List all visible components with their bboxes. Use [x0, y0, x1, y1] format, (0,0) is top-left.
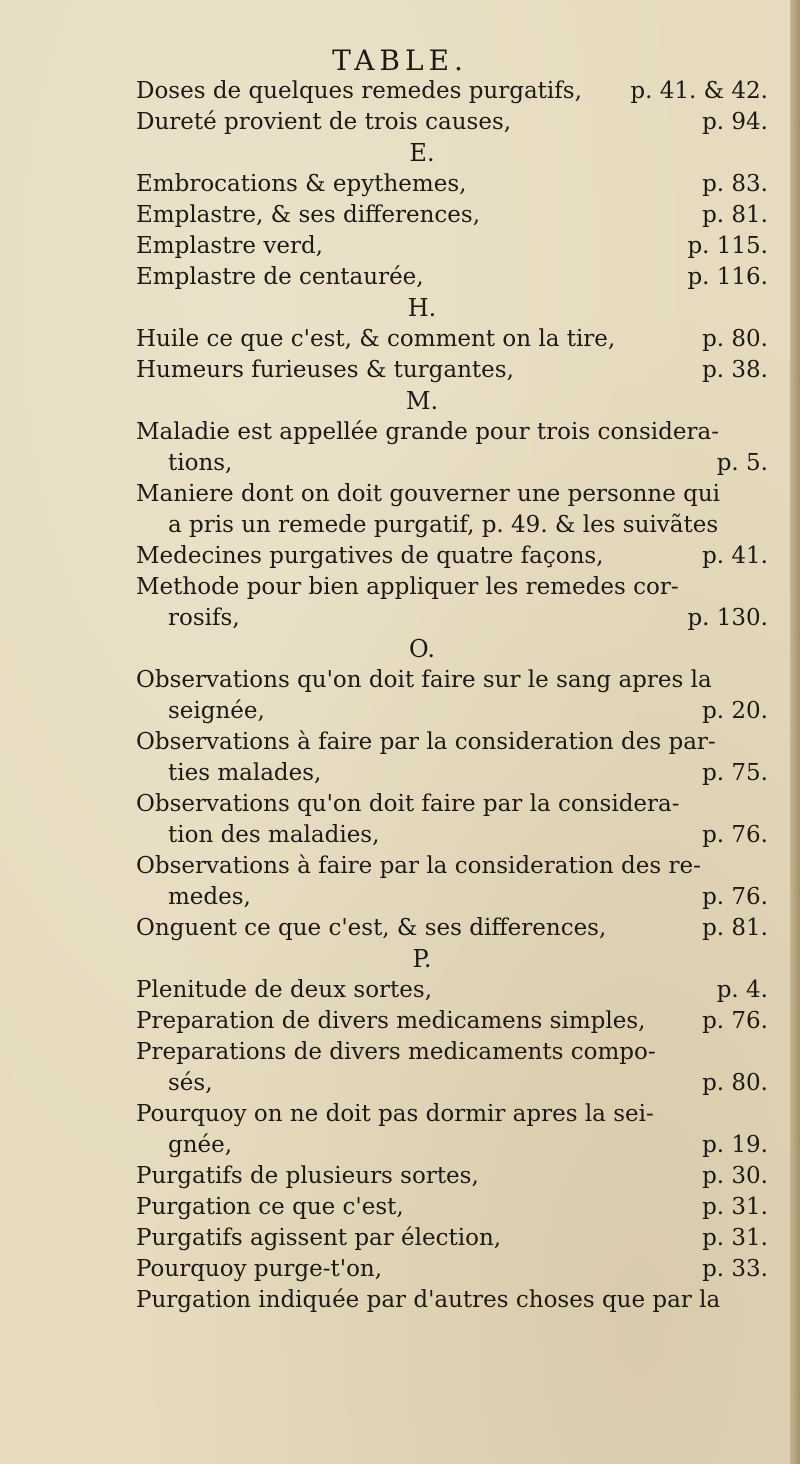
entry-text: Doses de quelques remedes purgatifs,: [136, 78, 582, 104]
section-letter-m: M.: [405, 387, 439, 415]
entry-text-continued: medes,: [168, 884, 251, 910]
entry-page: p. 41. & 42.: [630, 78, 768, 104]
entry-page: p. 80.: [702, 1070, 768, 1096]
entry-text-continued: gnée,: [168, 1132, 233, 1158]
index-entry: [136, 851, 768, 913]
entry-text: Purgatifs de plusieurs sortes,: [136, 1163, 479, 1189]
entry-page: p. 76.: [702, 1008, 768, 1034]
entry-page: p. 80.: [702, 326, 768, 352]
index-entry: [136, 479, 768, 541]
entry-text: Emplastre, & ses differences,: [136, 202, 481, 228]
entry-text: Emplastre de centaurée,: [136, 264, 424, 290]
index-entry: [136, 200, 768, 231]
entry-text: Preparation de divers medicamens simples,: [136, 1008, 646, 1034]
entry-text: Onguent ce que c'est, & ses differences,: [136, 915, 607, 941]
entry-text: Pourquoy on ne doit pas dormir apres la sei-: [136, 1101, 654, 1127]
index-content: [136, 76, 768, 1316]
entry-text-continued: tions,: [168, 450, 233, 476]
index-entry: [136, 169, 768, 200]
entry-page: p. 81.: [702, 915, 768, 941]
entry-page: p. 20.: [702, 698, 768, 724]
entry-text: Medecines purgatives de quatre façons,: [136, 543, 604, 569]
entry-page: p. 31.: [702, 1194, 768, 1220]
index-entry: [136, 355, 768, 386]
running-header: TABLE.: [332, 44, 468, 77]
index-entry: [136, 975, 768, 1006]
index-entry: [136, 231, 768, 262]
entry-page: p. 31.: [702, 1225, 768, 1251]
index-entry: [136, 1161, 768, 1192]
entry-page: p. 76.: [702, 822, 768, 848]
entry-page: p. 33.: [702, 1256, 768, 1282]
entry-text: Purgation ce que c'est,: [136, 1194, 404, 1220]
index-entry: [136, 1099, 768, 1161]
entry-text: Methode pour bien appliquer les remedes cor-: [136, 574, 679, 600]
entry-text: Observations qu'on doit faire par la considera-: [136, 791, 680, 817]
entry-page: p. 130.: [687, 605, 768, 631]
entry-text-continued: ties malades,: [168, 760, 322, 786]
entry-text: Observations à faire par la consideration des par-: [136, 729, 716, 755]
index-entry: [136, 789, 768, 851]
entry-page: p. 115.: [687, 233, 768, 259]
entry-text: Observations à faire par la consideration des re-: [136, 853, 701, 879]
entry-text: Dureté provient de trois causes,: [136, 109, 512, 135]
entry-text: Huile ce que c'est, & comment on la tire,: [136, 326, 616, 352]
index-entry: [136, 1192, 768, 1223]
index-entry: [136, 1037, 768, 1099]
entry-page: p. 30.: [702, 1163, 768, 1189]
entry-text: Embrocations & epythemes,: [136, 171, 467, 197]
entry-text: Emplastre verd,: [136, 233, 323, 259]
index-entry: [136, 107, 768, 138]
index-entry: [136, 1285, 768, 1316]
index-entry: [136, 76, 768, 107]
section-letter-e: E.: [409, 139, 435, 167]
index-entry: [136, 324, 768, 355]
entry-text: Maniere dont on doit gouverner une personne qui: [136, 481, 721, 507]
entry-text: Purgation indiquée par d'autres choses que par la: [136, 1287, 721, 1313]
index-entry: [136, 262, 768, 293]
entry-page: p. 94.: [702, 109, 768, 135]
page-edge: [790, 0, 800, 1464]
entry-page: p. 19.: [702, 1132, 768, 1158]
index-entry: [136, 913, 768, 944]
index-entry: [136, 572, 768, 634]
index-entry: [136, 541, 768, 572]
entry-text: Maladie est appellée grande pour trois considera-: [136, 419, 719, 445]
entry-page: [758, 510, 768, 541]
index-entry: [136, 417, 768, 479]
entry-text: Observations qu'on doit faire sur le sang apres la: [136, 667, 712, 693]
entry-text: Purgatifs agissent par élection,: [136, 1225, 502, 1251]
entry-text-continued: seignée,: [168, 698, 265, 724]
entry-text: Humeurs furieuses & turgantes,: [136, 357, 514, 383]
entry-text-continued: a pris un remede purgatif, p. 49. & les suivãtes: [168, 512, 719, 538]
entry-page: p. 83.: [702, 171, 768, 197]
index-entry: [136, 727, 768, 789]
entry-text: Plenitude de deux sortes,: [136, 977, 433, 1003]
entry-text: Pourquoy purge-t'on,: [136, 1256, 383, 1282]
index-entry: [136, 1223, 768, 1254]
section-letter-o: O.: [409, 635, 435, 663]
index-entry: [136, 1006, 768, 1037]
index-entry: [136, 1254, 768, 1285]
entry-page: p. 4.: [716, 977, 768, 1003]
entry-page: p. 116.: [687, 264, 768, 290]
entry-page: p. 41.: [702, 543, 768, 569]
entry-page: p. 76.: [702, 884, 768, 910]
section-letter-h: H.: [407, 294, 437, 322]
entry-text-continued: tion des maladies,: [168, 822, 380, 848]
entry-text: Preparations de divers medicaments compo-: [136, 1039, 656, 1065]
section-letter-p: P.: [412, 945, 432, 973]
entry-page: p. 81.: [702, 202, 768, 228]
entry-text-continued: rosifs,: [168, 605, 240, 631]
entry-text-continued: sés,: [168, 1070, 213, 1096]
entry-page: p. 75.: [702, 760, 768, 786]
entry-page: p. 38.: [702, 357, 768, 383]
entry-page: p. 5.: [716, 450, 768, 476]
index-entry: [136, 665, 768, 727]
